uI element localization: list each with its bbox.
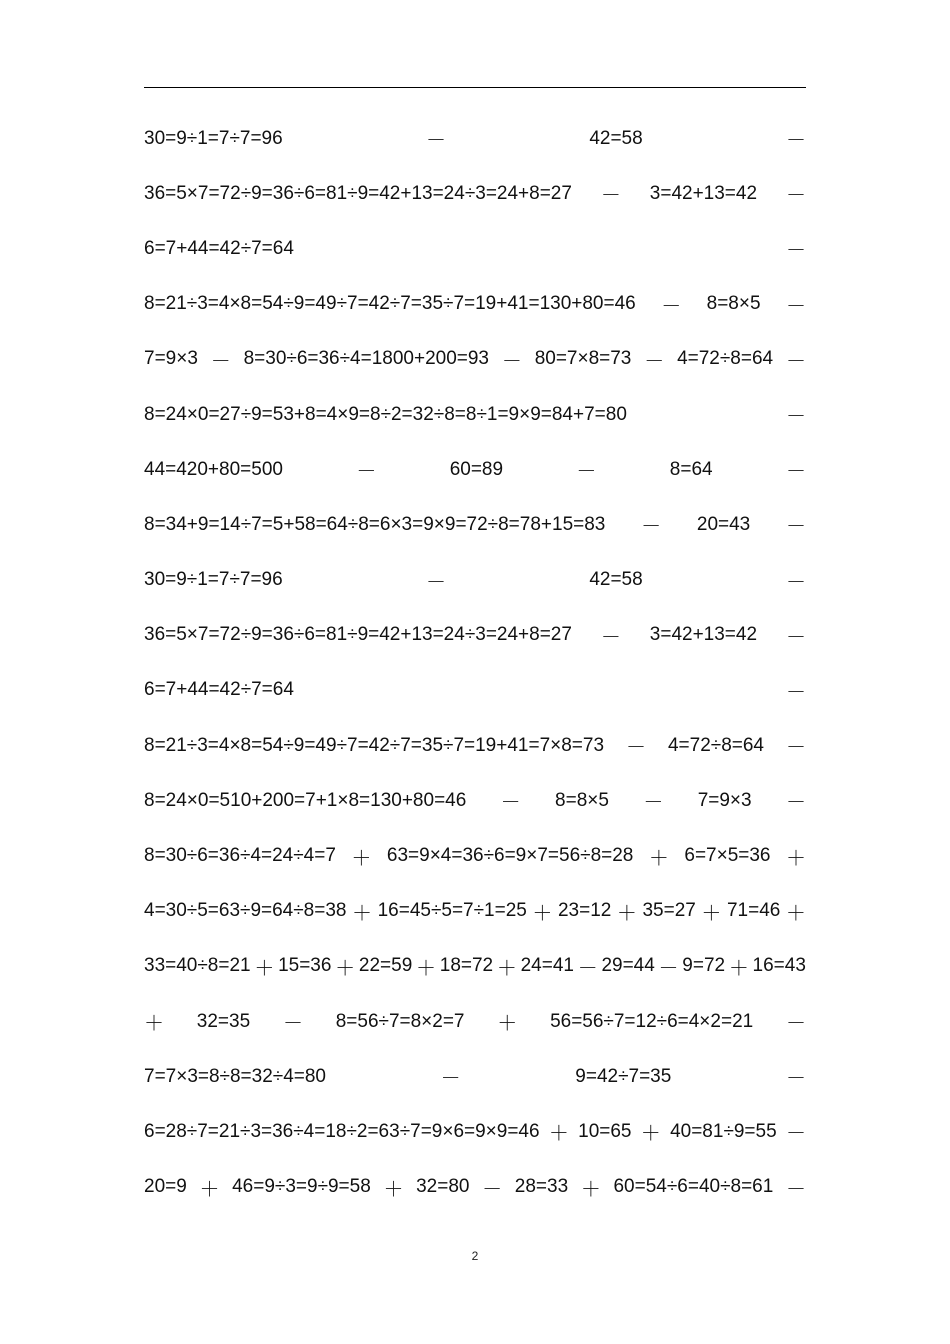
plus-sign: ＋: [352, 900, 373, 925]
minus-sign: －: [785, 624, 806, 649]
minus-sign: －: [356, 459, 377, 484]
minus-sign: －: [600, 624, 621, 649]
worksheet-line: [144, 608, 806, 663]
equation-segment: 4=30÷5=63÷9=64÷8=38: [144, 900, 347, 922]
plus-sign: ＋: [786, 845, 806, 870]
minus-sign: －: [661, 293, 682, 318]
plus-sign: ＋: [416, 955, 437, 980]
plus-sign: ＋: [199, 1176, 220, 1201]
plus-sign: ＋: [497, 1011, 518, 1036]
plus-sign: ＋: [351, 845, 372, 870]
equation-segment: 60=54÷6=40÷8=61: [613, 1176, 774, 1198]
minus-sign: －: [785, 735, 806, 760]
minus-sign: －: [626, 735, 646, 760]
worksheet-line: [144, 166, 806, 221]
equation-segment: 16=43: [752, 955, 806, 977]
equation-segment: 7=7×3=8÷8=32÷4=80: [144, 1065, 327, 1087]
equation-segment: 6=7×5=36: [684, 845, 771, 867]
minus-sign: －: [210, 348, 231, 373]
equation-segment: 71=46: [726, 900, 781, 922]
equation-segment: 56=56÷7=12÷6=4×2=21: [550, 1010, 754, 1032]
equation-segment: 3=42+13=42: [649, 624, 758, 646]
equation-segment: 44=420+80=500: [144, 458, 283, 480]
equation-segment: 20=43: [696, 513, 751, 535]
equation-segment: 35=27: [642, 900, 696, 922]
page-number: 2: [471, 1249, 479, 1263]
minus-sign: －: [426, 569, 446, 594]
equation-segment: 9=72: [682, 955, 726, 977]
worksheet-line: [144, 1104, 806, 1159]
plus-sign: ＋: [785, 900, 806, 925]
equation-segment: 60=89: [449, 458, 504, 480]
equation-segment: 29=44: [601, 955, 655, 977]
minus-sign: －: [500, 790, 521, 815]
worksheet-line: [144, 111, 806, 166]
equation-segment: 8=24×0=510+200=7+1×8=130+80=46: [144, 789, 467, 811]
plus-sign: ＋: [335, 955, 356, 980]
equation-segment: 30=9÷1=7÷7=96: [144, 569, 283, 591]
minus-sign: －: [785, 1176, 806, 1201]
plus-sign: ＋: [616, 900, 637, 925]
minus-sign: －: [576, 459, 597, 484]
worksheet-line: [144, 497, 806, 552]
plus-sign: ＋: [532, 900, 553, 925]
equation-segment: 6=7+44=42÷7=64: [144, 237, 294, 259]
equation-segment: 32=80: [416, 1176, 470, 1198]
equation-segment: 32=35: [196, 1010, 251, 1032]
worksheet-line: [144, 939, 806, 994]
plus-sign: ＋: [701, 900, 722, 925]
worksheet-line: [144, 221, 806, 276]
equation-segment: 30=9÷1=7÷7=96: [144, 127, 283, 149]
worksheet-line: [144, 884, 806, 939]
equation-segment: 36=5×7=72÷9=36÷6=81÷9=42+13=24÷3=24+8=27: [144, 624, 572, 646]
minus-sign: －: [785, 1011, 806, 1036]
worksheet-line: [144, 553, 806, 608]
header-rule: [144, 87, 806, 88]
minus-sign: －: [658, 955, 679, 980]
minus-sign: －: [501, 348, 522, 373]
minus-sign: －: [482, 1176, 503, 1201]
equation-segment: 8=8×5: [555, 789, 609, 811]
minus-sign: －: [440, 1066, 461, 1091]
minus-sign: －: [786, 293, 806, 318]
plus-sign: ＋: [144, 1011, 164, 1036]
equation-segment: 36=5×7=72÷9=36÷6=81÷9=42+13=24÷3=24+8=27: [144, 182, 572, 204]
equation-segment: 24=41: [520, 955, 574, 977]
equation-segment: 8=64: [669, 458, 713, 480]
minus-sign: －: [785, 790, 806, 815]
equation-segment: 8=21÷3=4×8=54÷9=49÷7=42÷7=35÷7=19+41=130+80=46: [144, 293, 636, 315]
minus-sign: －: [786, 128, 806, 153]
equation-segment: 8=56÷7=8×2=7: [335, 1010, 465, 1032]
worksheet-line: [144, 277, 806, 332]
plus-sign: ＋: [496, 955, 517, 980]
minus-sign: －: [577, 955, 598, 980]
plus-sign: ＋: [254, 955, 275, 980]
plus-sign: ＋: [728, 955, 749, 980]
minus-sign: －: [785, 183, 806, 208]
equation-segment: 8=30÷6=36÷4=24÷4=7: [144, 845, 336, 867]
minus-sign: －: [785, 1121, 806, 1146]
equation-segment: 28=33: [514, 1176, 569, 1198]
minus-sign: －: [641, 514, 662, 539]
worksheet-line: [144, 773, 806, 828]
minus-sign: －: [426, 128, 446, 153]
worksheet-line: [144, 828, 806, 883]
minus-sign: －: [786, 569, 806, 594]
equation-segment: 9=42÷7=35: [575, 1065, 672, 1087]
plus-sign: ＋: [648, 845, 669, 870]
minus-sign: －: [785, 459, 806, 484]
plus-sign: ＋: [548, 1121, 569, 1146]
plus-sign: ＋: [383, 1176, 404, 1201]
equation-segment: 8=24×0=27÷9=53+8=4×9=8÷2=32÷8=8÷1=9×9=84+7=80: [144, 403, 627, 425]
equation-segment: 80=7×8=73: [534, 348, 632, 370]
equation-segment: 18=72: [439, 955, 494, 977]
worksheet-line: [144, 332, 806, 387]
equation-segment: 8=34+9=14÷7=5+58=64÷8=6×3=9×9=72÷8=78+15=83: [144, 513, 606, 535]
worksheet-line: [144, 1049, 806, 1104]
equation-segment: 4=72÷8=64: [667, 734, 764, 756]
equation-segment: 20=9: [144, 1176, 187, 1198]
equation-segment: 42=58: [589, 127, 643, 149]
worksheet-line: [144, 1160, 806, 1215]
minus-sign: －: [785, 1066, 806, 1091]
worksheet-line: [144, 442, 806, 497]
equation-segment: 46=9÷3=9÷9=58: [232, 1176, 371, 1198]
equation-segment: 42=58: [589, 569, 643, 591]
equation-segment: 8=21÷3=4×8=54÷9=49÷7=42÷7=35÷7=19+41=7×8=73: [144, 734, 605, 756]
equation-segment: 6=28÷7=21÷3=36÷4=18÷2=63÷7=9×6=9×9=46: [144, 1120, 540, 1142]
equation-segment: 10=65: [578, 1120, 632, 1142]
minus-sign: －: [786, 238, 806, 263]
equation-segment: 63=9×4=36÷6=9×7=56÷8=28: [386, 845, 634, 867]
equation-segment: 33=40÷8=21: [144, 955, 251, 977]
equation-segment: 23=12: [557, 900, 612, 922]
minus-sign: －: [785, 348, 806, 373]
plus-sign: ＋: [580, 1176, 601, 1201]
equation-segment: 16=45÷5=7÷1=25: [377, 900, 527, 922]
worksheet-line: [144, 663, 806, 718]
equation-segment: 40=81÷9=55: [670, 1120, 777, 1142]
minus-sign: －: [643, 790, 664, 815]
equation-segment: 8=30÷6=36÷4=1800+200=93: [243, 348, 489, 370]
minus-sign: －: [600, 183, 621, 208]
equation-segment: 7=9×3: [144, 348, 198, 370]
worksheet-body: [144, 111, 806, 1215]
equation-segment: 7=9×3: [697, 789, 752, 811]
minus-sign: －: [786, 404, 806, 429]
equation-segment: 4=72÷8=64: [677, 348, 774, 370]
equation-segment: 6=7+44=42÷7=64: [144, 679, 294, 701]
minus-sign: －: [644, 348, 665, 373]
plus-sign: ＋: [640, 1121, 661, 1146]
equation-segment: 3=42+13=42: [649, 182, 758, 204]
equation-segment: 8=8×5: [706, 293, 761, 315]
equation-segment: 15=36: [278, 955, 332, 977]
worksheet-line: [144, 718, 806, 773]
worksheet-line: [144, 994, 806, 1049]
minus-sign: －: [786, 514, 806, 539]
minus-sign: －: [786, 679, 806, 704]
worksheet-line: [144, 387, 806, 442]
minus-sign: －: [282, 1011, 303, 1036]
equation-segment: 22=59: [358, 955, 413, 977]
